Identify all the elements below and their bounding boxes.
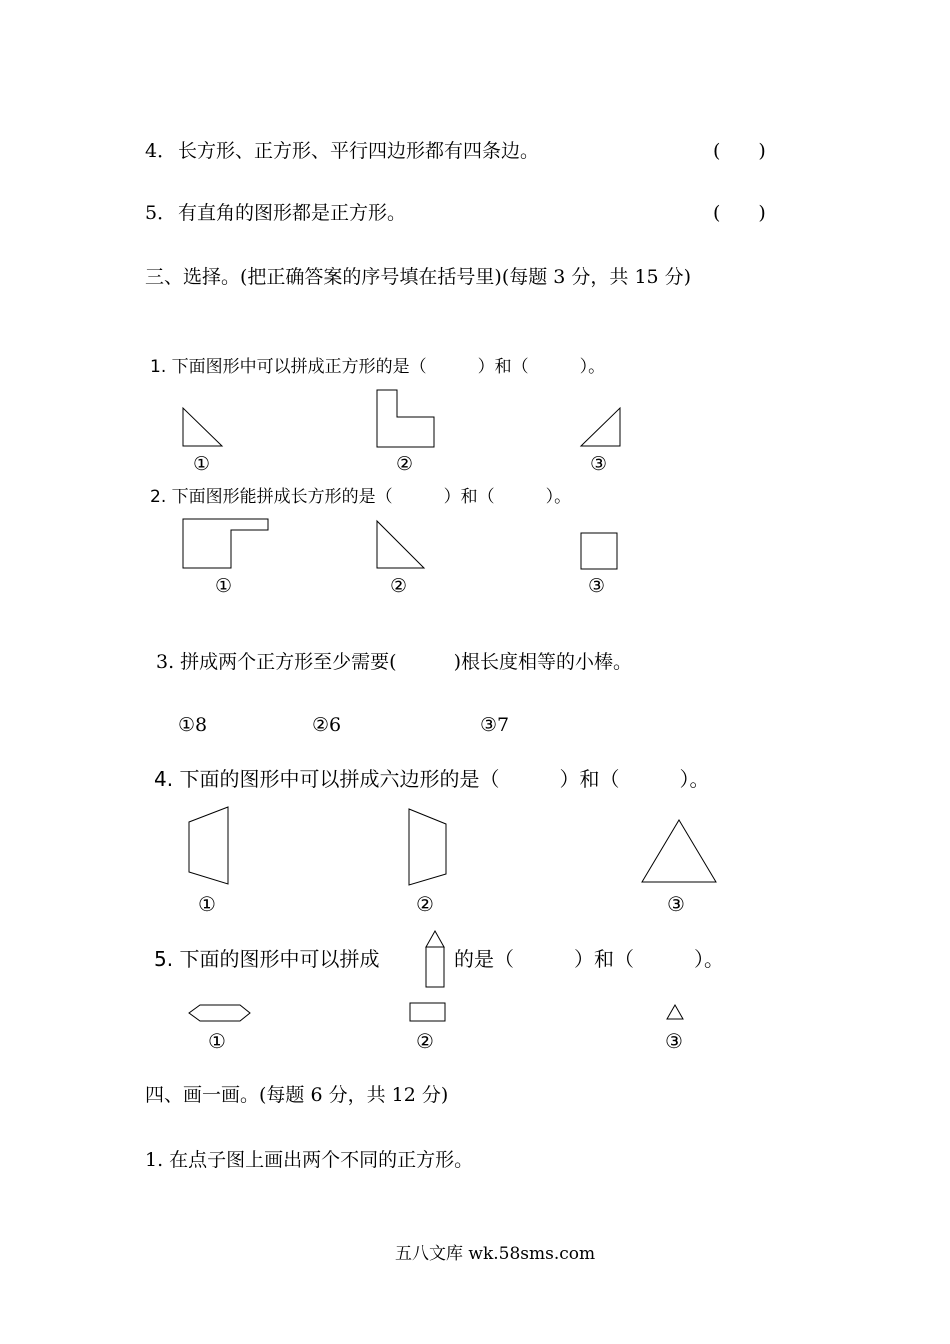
q2-label-1: ① <box>215 575 233 597</box>
q4-shape1-trapezoid <box>188 806 232 886</box>
q2-shape3-square <box>580 532 620 572</box>
section3-heading: 三、选择。(把正确答案的序号填在括号里)(每题 3 分，共 15 分) <box>145 266 692 288</box>
q5-shape2-rectangle <box>409 1002 449 1024</box>
judge-q4-answer-bracket[interactable]: ( ) <box>713 140 766 162</box>
judge-q5-text: 有直角的图形都是正方形。 <box>178 202 407 224</box>
q5-label-2: ② <box>416 1029 434 1053</box>
choice-q3-text: 3. 拼成两个正方形至少需要( )根长度相等的小棒。 <box>156 651 632 673</box>
choice-q1-text: 1. 下面图形中可以拼成正方形的是（ ）和（ ）。 <box>150 357 606 377</box>
judge-q5-number: 5． <box>145 202 177 224</box>
q5-target-pencil-shape <box>425 930 447 990</box>
choice-q4-text: 4. 下面的图形中可以拼成六边形的是（ ）和（ ）。 <box>154 767 710 791</box>
q1-label-1: ① <box>193 453 211 475</box>
q2-label-3: ③ <box>588 575 606 597</box>
judge-q4-text: 长方形、正方形、平行四边形都有四条边。 <box>178 140 540 162</box>
choice-q5-text-before: 5. 下面的图形中可以拼成 <box>154 947 380 971</box>
q5-label-3: ③ <box>665 1029 683 1053</box>
footer-watermark: 五八文库 wk.58sms.com <box>395 1244 596 1264</box>
choice-q2-text: 2. 下面图形能拼成长方形的是（ ）和（ ）。 <box>150 487 572 507</box>
q4-shape2-trapezoid <box>408 808 452 888</box>
q5-shape3-triangle <box>666 1004 686 1022</box>
q3-option-2: ②6 <box>312 714 342 736</box>
q3-option-1: ①8 <box>178 714 208 736</box>
q2-shape2-right-triangle <box>376 520 428 572</box>
q4-shape3-triangle <box>641 819 719 885</box>
judge-q4-number: 4． <box>145 140 177 162</box>
q1-label-2: ② <box>396 453 414 475</box>
choice-q5-text-after: 的是（ ）和（ ）。 <box>454 947 724 971</box>
judge-q5-answer-bracket[interactable]: ( ) <box>713 202 766 224</box>
q4-label-2: ② <box>416 892 434 916</box>
q4-label-3: ③ <box>667 892 685 916</box>
draw-q1-text: 1. 在点子图上画出两个不同的正方形。 <box>145 1149 474 1171</box>
q5-shape1-hexagon <box>188 1004 254 1024</box>
q4-label-1: ① <box>198 892 216 916</box>
q3-option-3: ③7 <box>480 714 510 736</box>
q5-label-1: ① <box>208 1029 226 1053</box>
q2-shape1-l-shape <box>182 518 272 572</box>
q1-shape2-l-shape <box>376 389 438 451</box>
q1-shape3-right-triangle <box>580 407 622 449</box>
q2-label-2: ② <box>390 575 408 597</box>
section4-heading: 四、画一画。(每题 6 分，共 12 分) <box>145 1084 449 1106</box>
q1-label-3: ③ <box>590 453 608 475</box>
q1-shape1-right-triangle <box>182 407 224 449</box>
